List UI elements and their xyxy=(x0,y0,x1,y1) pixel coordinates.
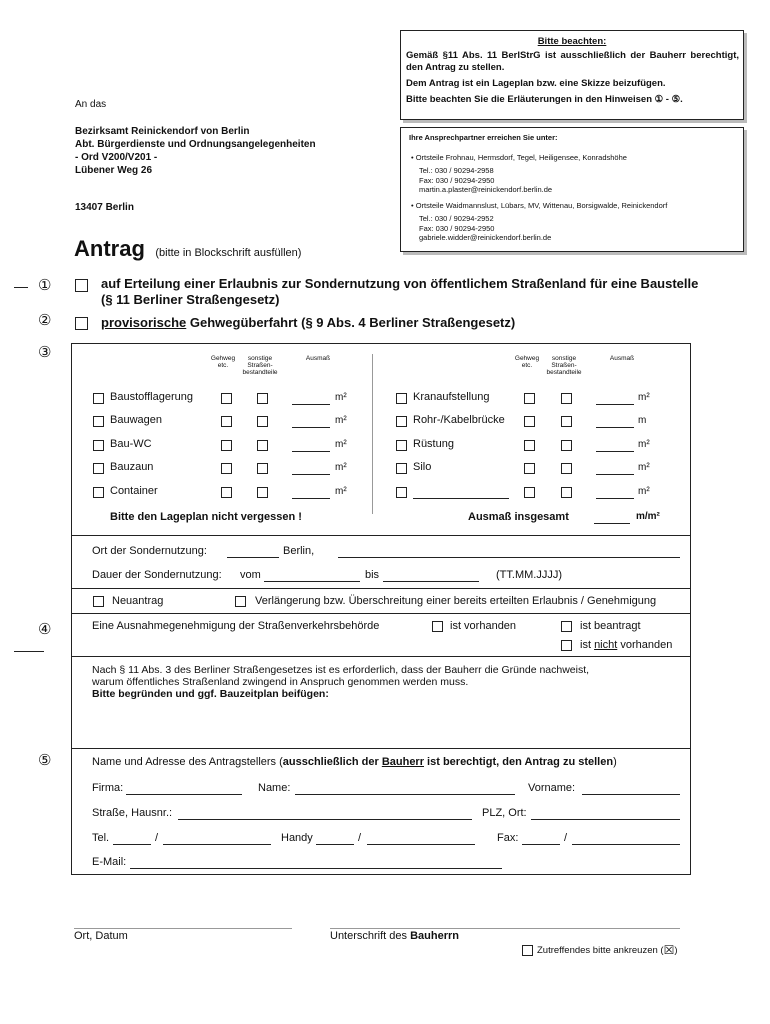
tel-slash: / xyxy=(155,832,159,844)
item-label: Baustofflagerung xyxy=(110,391,193,403)
option-1-checkbox[interactable] xyxy=(75,279,88,292)
gehweg-checkbox[interactable] xyxy=(524,487,535,498)
verlaengerung-label: Verlängerung bzw. Überschreitung einer bereits erteilten Erlaubnis / Genehmigung xyxy=(255,595,657,607)
ausnahme-nicht-checkbox[interactable] xyxy=(561,640,572,651)
unit: m² xyxy=(335,392,347,403)
ausnahme-nicht-label xyxy=(580,639,672,651)
nicht-pre: ist xyxy=(580,639,595,651)
marker-5: ⑤ xyxy=(38,752,52,769)
address-block xyxy=(75,125,316,177)
ausmass-field[interactable] xyxy=(292,462,330,475)
unit: m xyxy=(638,415,647,426)
zutreffend-text: Zutreffendes bitte ankreuzen ( xyxy=(537,944,664,956)
antragsteller-bold1: ausschließlich der xyxy=(282,756,382,768)
item-label: Rohr-/Kabelbrücke xyxy=(413,414,505,426)
antragsteller-heading xyxy=(92,756,617,768)
table-divider xyxy=(372,354,373,514)
vorname-field[interactable] xyxy=(582,782,680,795)
contact-1-area: Ortsteile Frohnau, Hermsdorf, Tegel, Heiligensee, Konradshöhe xyxy=(415,152,627,162)
ausmass-field[interactable] xyxy=(596,486,634,499)
antragsteller-pre: Name und Adresse des Antragstellers ( xyxy=(92,756,283,768)
option-2-rest: Gehwegüberfahrt (§ 9 Abs. 4 Berliner Straßengesetz) xyxy=(186,315,516,330)
item-checkbox[interactable] xyxy=(396,393,407,404)
divider-4 xyxy=(72,656,690,657)
dauer-vom: vom xyxy=(240,569,261,581)
ausmass-field[interactable] xyxy=(292,486,330,499)
divider-2 xyxy=(72,588,690,589)
sonstige-checkbox[interactable] xyxy=(561,416,572,427)
gehweg-checkbox[interactable] xyxy=(524,440,535,451)
unit: m² xyxy=(638,439,650,450)
contact-2-fax: Fax: 030 / 90294-2950 xyxy=(419,223,495,233)
item-checkbox[interactable] xyxy=(396,416,407,427)
sonstige-checkbox[interactable] xyxy=(561,440,572,451)
sonstige-checkbox[interactable] xyxy=(561,463,572,474)
plz-label: PLZ, Ort: xyxy=(482,807,527,819)
notice-line1: Gemäß §11 Abs. 11 BerlStrG ist ausschließlich der Bauherr berechtigt, den Antrag zu stellen. xyxy=(406,50,739,73)
plz-field[interactable] xyxy=(531,807,680,820)
header-right-gehweg: Gehweg etc. xyxy=(514,355,540,369)
ausmass-total-field[interactable] xyxy=(594,511,630,524)
sonstige-checkbox[interactable] xyxy=(561,393,572,404)
unit: m² xyxy=(335,439,347,450)
title-text: Antrag xyxy=(74,236,145,261)
address-city: 13407 Berlin xyxy=(75,202,134,213)
gehweg-checkbox[interactable] xyxy=(221,416,232,427)
ausmass-field[interactable] xyxy=(292,439,330,452)
fax-number-field[interactable] xyxy=(572,832,680,845)
fax-prefix-field[interactable] xyxy=(522,832,560,845)
address-ord: - Ord V200/V201 - xyxy=(75,152,158,163)
header-left-gehweg: Gehweg etc. xyxy=(210,355,236,369)
example-empty-checkbox xyxy=(522,945,533,956)
unit: m² xyxy=(638,462,650,473)
header-right-sonstige: sonstige Straßen-bestandteile xyxy=(546,355,582,376)
gehweg-checkbox[interactable] xyxy=(524,463,535,474)
firma-field[interactable] xyxy=(126,782,242,795)
signature-bauherrn: Bauherrn xyxy=(410,930,459,942)
item-label: Bauwagen xyxy=(110,414,162,426)
item-label: Silo xyxy=(413,461,432,473)
contact-1-mail[interactable]: martin.a.plaster@reinickendorf.berlin.de xyxy=(419,185,553,194)
antragsteller-bauherr: Bauherr xyxy=(381,756,424,768)
contact-2-mail[interactable]: gabriele.widder@reinickendorf.berlin.de xyxy=(419,233,552,242)
contact-1-tel: Tel.: 030 / 90294-2958 xyxy=(419,166,494,175)
sonstige-checkbox[interactable] xyxy=(257,463,268,474)
ausmass-field[interactable] xyxy=(596,462,634,475)
header-left-ausmass: Ausmaß xyxy=(305,355,331,362)
item-checkbox[interactable] xyxy=(396,487,407,498)
bullet-icon: • xyxy=(411,152,416,162)
zutreffend-note xyxy=(522,943,678,957)
item-checkbox[interactable] xyxy=(93,487,104,498)
ausmass-field[interactable] xyxy=(596,439,634,452)
neuantrag-label: Neuantrag xyxy=(112,595,164,607)
dauer-label: Dauer der Sondernutzung: xyxy=(92,569,222,581)
ausnahme-label: Eine Ausnahmegenehmigung der Straßenverkehrsbehörde xyxy=(92,620,380,632)
ausmass-field[interactable] xyxy=(292,415,330,428)
begruendung-line1: Nach § 11 Abs. 3 des Berliner Straßengesetzes ist es erforderlich, dass der Bauherr die Gründe nachweist, xyxy=(92,664,590,676)
unit: m² xyxy=(638,392,650,403)
sonstige-checkbox[interactable] xyxy=(257,416,268,427)
notice-title: Bitte beachten: xyxy=(537,36,607,47)
item-checkbox[interactable] xyxy=(396,440,407,451)
handy-number-field[interactable] xyxy=(367,832,475,845)
ort-datum-label: Ort, Datum xyxy=(74,930,128,942)
marker-2: ② xyxy=(38,312,52,329)
antragsteller-bold2: ist berechtigt, den Antrag zu stellen xyxy=(424,756,614,768)
ausmass-field[interactable] xyxy=(596,415,634,428)
handy-prefix-field[interactable] xyxy=(316,832,354,845)
marker-dash-1 xyxy=(14,287,28,288)
begruendung-line3: Bitte begründen und ggf. Bauzeitplan beifügen: xyxy=(92,688,329,700)
signature-pre: Unterschrift des xyxy=(330,930,408,942)
signature-line xyxy=(330,928,680,929)
tel-label: Tel. xyxy=(92,832,110,844)
marker-1: ① xyxy=(38,277,52,294)
option-2-label xyxy=(101,315,515,330)
gehweg-checkbox[interactable] xyxy=(221,393,232,404)
item-label: Bau-WC xyxy=(110,438,152,450)
unit: m² xyxy=(335,462,347,473)
firma-label: Firma: xyxy=(92,782,124,794)
option-2-underlined: provisorische xyxy=(101,315,187,330)
strasse-label: Straße, Hausnr.: xyxy=(92,807,173,819)
address-to: An das xyxy=(75,99,107,110)
sonstige-checkbox[interactable] xyxy=(257,487,268,498)
divider-3 xyxy=(72,613,690,614)
option-2-checkbox[interactable] xyxy=(75,317,88,330)
ort-label: Ort der Sondernutzung: xyxy=(92,545,207,557)
item-checkbox[interactable] xyxy=(93,463,104,474)
ausmass-total-unit: m/m² xyxy=(636,511,660,522)
gehweg-checkbox[interactable] xyxy=(524,393,535,404)
gehweg-checkbox[interactable] xyxy=(524,416,535,427)
marker-4: ④ xyxy=(38,621,52,638)
notice-line2: Dem Antrag ist ein Lageplan bzw. eine Skizze beizufügen. xyxy=(406,78,666,89)
ort-district-field[interactable] xyxy=(227,545,279,558)
bullet-icon: • xyxy=(411,200,416,210)
item-label: Rüstung xyxy=(413,438,454,450)
fax-slash: / xyxy=(564,832,568,844)
gehweg-checkbox[interactable] xyxy=(221,463,232,474)
contact-2-area: Ortsteile Waidmannslust, Lübars, MV, Wittenau, Borsigwalde, Reinickendorf xyxy=(415,200,668,210)
contact-2 xyxy=(411,201,743,243)
contacts-title: Ihre Ansprechpartner erreichen Sie unter: xyxy=(409,133,558,142)
item-label: Bauzaun xyxy=(110,461,154,473)
ort-datum-line xyxy=(74,928,292,929)
sonstige-checkbox[interactable] xyxy=(257,440,268,451)
strasse-field[interactable] xyxy=(178,807,472,820)
lageplan-note: Bitte den Lageplan nicht vergessen ! xyxy=(110,511,302,523)
begruendung-line2: warum öffentliches Straßenland zwingend in Anspruch genommen werden muss. xyxy=(92,676,469,688)
email-field[interactable] xyxy=(130,856,502,869)
name-field[interactable] xyxy=(295,782,515,795)
vorname-label: Vorname: xyxy=(528,782,576,794)
begruendung-text xyxy=(92,664,682,700)
dauer-format: (TT.MM.JJJJ) xyxy=(496,569,562,581)
ausmass-field[interactable] xyxy=(292,392,330,405)
notice-line3: Bitte beachten Sie die Erläuterungen in den Hinweisen ① - ⑤. xyxy=(406,94,683,105)
ort-city: Berlin, xyxy=(283,545,315,557)
notice-box xyxy=(400,30,744,120)
dauer-vom-field[interactable] xyxy=(264,569,360,582)
nicht-post: vorhanden xyxy=(617,639,673,651)
tel-number-field[interactable] xyxy=(163,832,271,845)
item-checkbox[interactable] xyxy=(396,463,407,474)
begruendung-area[interactable] xyxy=(90,705,680,745)
ausnahme-beantragt-checkbox[interactable] xyxy=(561,621,572,632)
name-label: Name: xyxy=(258,782,291,794)
ausnahme-vorhanden-label: ist vorhanden xyxy=(450,620,517,632)
contact-2-tel: Tel.: 030 / 90294-2952 xyxy=(419,214,494,223)
unit: m² xyxy=(335,486,347,497)
divider-5 xyxy=(72,748,690,749)
signature-label xyxy=(330,930,459,942)
address-dept: Abt. Bürgerdienste und Ordnungsangelegenheiten xyxy=(75,139,316,150)
antragsteller-post: ) xyxy=(613,756,617,768)
handy-slash: / xyxy=(358,832,362,844)
marker-3: ③ xyxy=(38,344,52,361)
nicht-underlined: nicht xyxy=(594,639,618,651)
address-street: Lübener Weg 26 xyxy=(75,165,153,176)
checked-box-icon: ☒ xyxy=(663,943,675,957)
header-left-sonstige: sonstige Straßen-bestandteile xyxy=(242,355,278,376)
sonstige-checkbox[interactable] xyxy=(257,393,268,404)
verlaengerung-checkbox[interactable] xyxy=(235,596,246,607)
ort-street-field[interactable] xyxy=(338,545,680,558)
page-title xyxy=(74,236,301,262)
email-label: E-Mail: xyxy=(92,856,127,868)
unit: m² xyxy=(335,415,347,426)
fax-label: Fax: xyxy=(497,832,519,844)
title-sub: (bitte in Blockschrift ausfüllen) xyxy=(155,247,302,259)
ausnahme-vorhanden-checkbox[interactable] xyxy=(432,621,443,632)
sonstige-checkbox[interactable] xyxy=(561,487,572,498)
item-label: Kranaufstellung xyxy=(413,391,490,403)
contact-1 xyxy=(411,153,743,195)
ausmass-total-label: Ausmaß insgesamt xyxy=(468,511,569,523)
tel-prefix-field[interactable] xyxy=(113,832,151,845)
contacts-box xyxy=(400,127,744,252)
marker-dash-4 xyxy=(14,651,44,652)
divider-1 xyxy=(72,535,690,536)
address-office: Bezirksamt Reinickendorf von Berlin xyxy=(75,126,250,137)
option-1-label: auf Erteilung einer Erlaubnis zur Sondernutzung von öffentlichem Straßenland für eine Baustelle (§ 11 Berliner Straßengesetz) xyxy=(101,276,699,307)
unit: m² xyxy=(638,486,650,497)
ausmass-field[interactable] xyxy=(596,392,634,405)
item-checkbox[interactable] xyxy=(93,440,104,451)
zutreffend-close: ) xyxy=(674,944,678,956)
item-checkbox[interactable] xyxy=(93,393,104,404)
dauer-bis-field[interactable] xyxy=(383,569,479,582)
contact-1-fax: Fax: 030 / 90294-2950 xyxy=(419,175,495,185)
handy-label: Handy xyxy=(281,832,313,844)
item-checkbox[interactable] xyxy=(93,416,104,427)
item-label: Container xyxy=(110,485,158,497)
header-right-ausmass: Ausmaß xyxy=(609,355,635,362)
dauer-bis: bis xyxy=(365,569,380,581)
gehweg-checkbox[interactable] xyxy=(221,487,232,498)
neuantrag-checkbox[interactable] xyxy=(93,596,104,607)
gehweg-checkbox[interactable] xyxy=(221,440,232,451)
custom-item-field[interactable] xyxy=(413,486,509,499)
ausnahme-beantragt-label: ist beantragt xyxy=(580,620,641,632)
